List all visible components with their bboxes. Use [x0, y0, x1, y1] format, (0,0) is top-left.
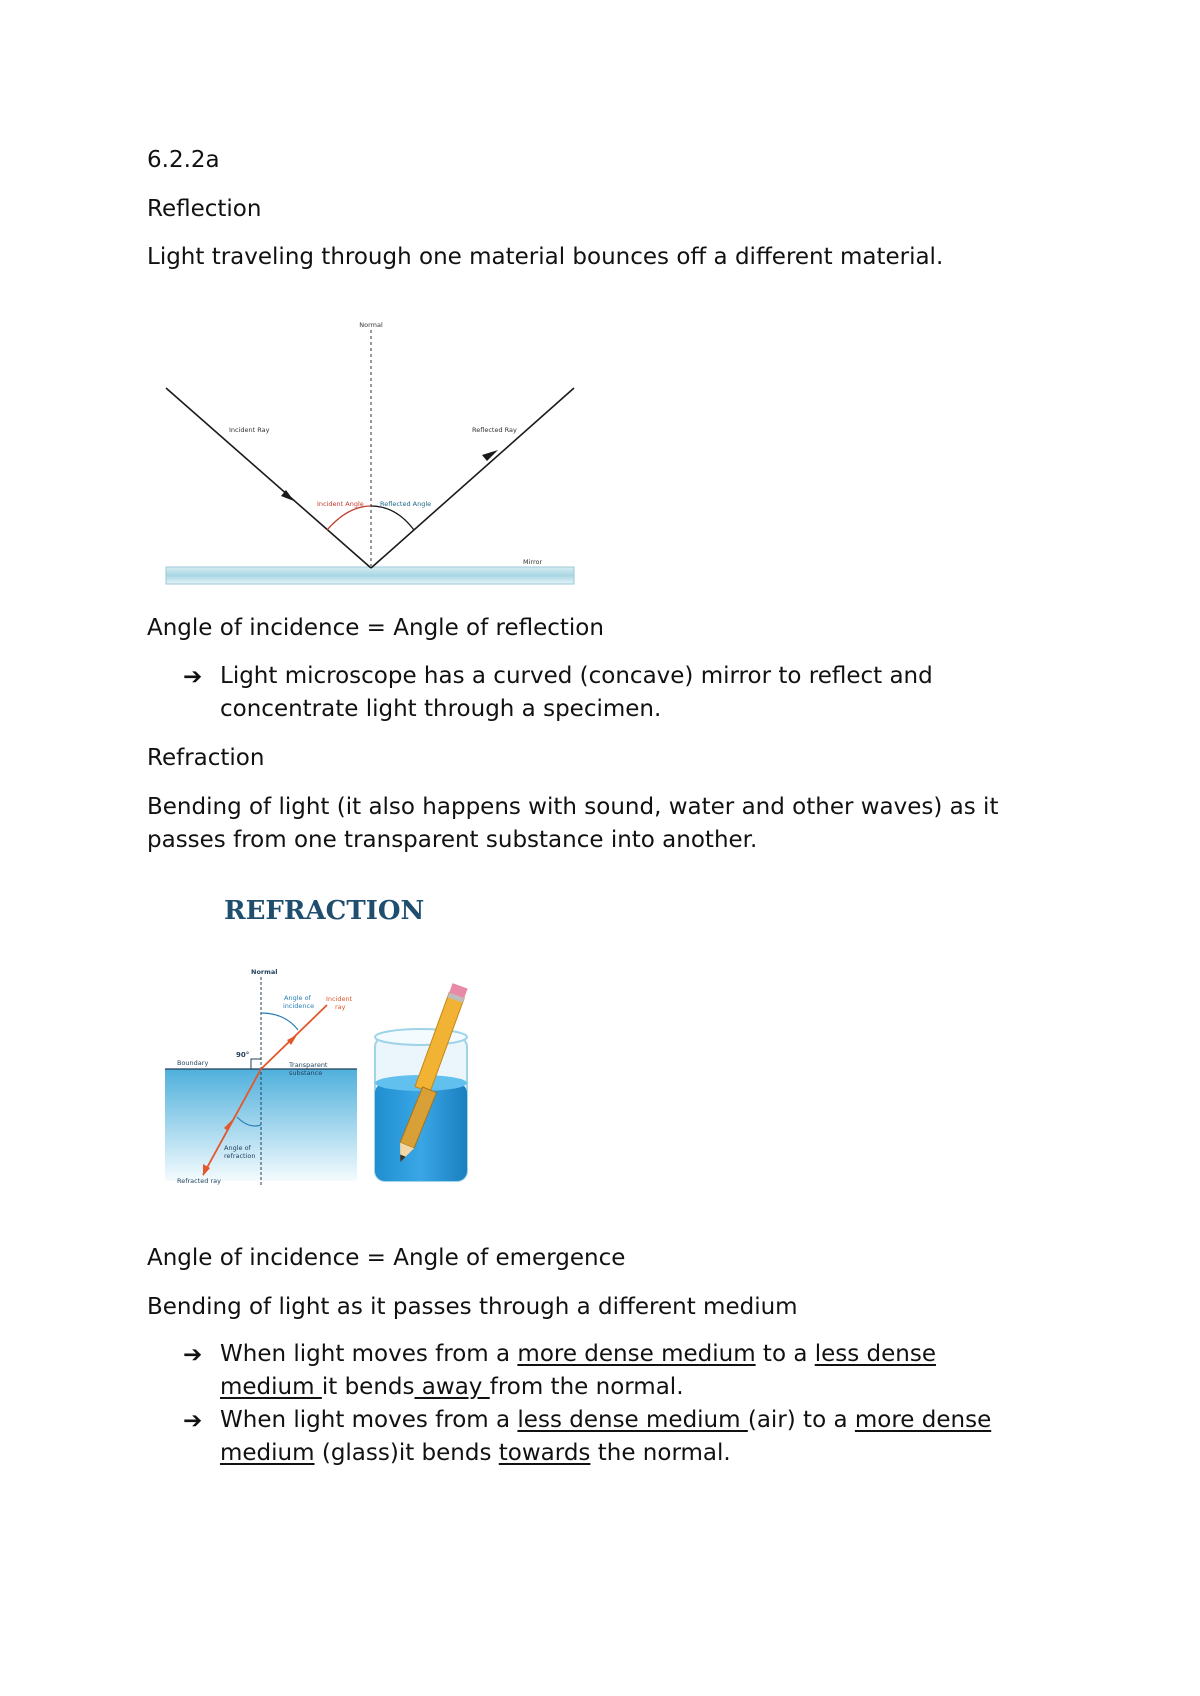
reflected-ray — [371, 388, 574, 568]
reflection-bullet-line-2: concentrate light through a specimen. — [220, 696, 662, 722]
bullet-2-text-a: When light moves from a — [220, 1407, 518, 1433]
incident-ray-label-1: Incident — [326, 995, 353, 1003]
glass-with-pencil-illustration — [375, 983, 468, 1181]
bullet-1-away: away — [414, 1374, 490, 1400]
bullet-arrow-icon: ➔ — [183, 1342, 203, 1368]
boundary-label: Boundary — [177, 1059, 209, 1067]
bullet-2-towards: towards — [498, 1440, 591, 1466]
transparent-substance-label-1: Transparent — [289, 1061, 328, 1069]
reflection-bullet-line-1: Light microscope has a curved (concave) mirror to reflect and — [220, 663, 933, 689]
reflection-definition: Light traveling through one material bounces off a different material. — [147, 244, 944, 270]
incident-ray — [166, 388, 371, 568]
bullet-1-text-c: it bends — [321, 1374, 415, 1400]
refraction-definition-line-2: passes from one transparent substance into another. — [147, 827, 758, 853]
angle-of-incidence-label-2: incidence — [283, 1002, 315, 1010]
refraction-diagram — [155, 885, 495, 1195]
bullet-1-text-d: from the normal. — [489, 1374, 684, 1400]
reflection-bullet — [220, 660, 1080, 726]
reflected-angle-label: Reflected Angle — [380, 500, 432, 508]
mirror-label: Mirror — [523, 558, 543, 566]
incident-ray-label: Incident Ray — [229, 426, 270, 434]
refraction-title: REFRACTION — [224, 896, 425, 926]
angle-of-refraction-label-2: refraction — [224, 1152, 256, 1160]
refraction-heading: Refraction — [147, 745, 265, 771]
incidence-angle-arc — [261, 1013, 298, 1030]
section-number: 6.2.2a — [147, 147, 220, 173]
refraction-definition-line-1: Bending of light (it also happens with sound, water and other waves) as it — [147, 794, 999, 820]
bullet-1-more-dense: more dense medium — [517, 1341, 756, 1367]
bullet-2-medium: medium — [220, 1440, 315, 1466]
refraction-bullet-2 — [220, 1404, 1080, 1470]
right-angle-label: 90° — [236, 1051, 250, 1059]
incident-angle-arc — [327, 506, 371, 530]
bullet-2-text-b: (air) to a — [747, 1407, 855, 1433]
normal-label: Normal — [251, 968, 278, 976]
bullet-1-medium: medium — [220, 1374, 322, 1400]
incident-angle-label: Incident Angle — [317, 500, 364, 508]
reflected-ray-label: Reflected Ray — [472, 426, 517, 434]
angle-of-incidence-label-1: Angle of — [284, 994, 311, 1002]
reflection-law: Angle of incidence = Angle of reflection — [147, 615, 604, 641]
bullet-2-text-c: (glass)it bends — [314, 1440, 499, 1466]
reflected-arrow-icon — [482, 450, 498, 461]
angle-of-refraction-label-1: Angle of — [224, 1144, 251, 1152]
refracted-ray-label: Refracted ray — [177, 1177, 221, 1185]
bullet-1-text-a: When light moves from a — [220, 1341, 518, 1367]
reflected-angle-arc — [371, 506, 414, 530]
refraction-summary: Bending of light as it passes through a different medium — [147, 1294, 798, 1320]
transparent-substance-label-2: substance — [289, 1069, 323, 1077]
bullet-2-text-d: the normal. — [590, 1440, 731, 1466]
mirror-surface — [166, 567, 574, 584]
incident-ray-label-2: ray — [335, 1003, 346, 1011]
refraction-law: Angle of incidence = Angle of emergence — [147, 1245, 626, 1271]
reflection-heading: Reflection — [147, 196, 262, 222]
right-angle-mark — [251, 1059, 261, 1069]
bullet-2-less-dense: less dense medium — [517, 1407, 748, 1433]
bullet-arrow-icon: ➔ — [183, 664, 203, 690]
bullet-2-more-dense: more dense — [854, 1407, 992, 1433]
reflection-diagram — [160, 318, 580, 590]
normal-label: Normal — [359, 321, 383, 329]
bullet-arrow-icon: ➔ — [183, 1408, 203, 1434]
bullet-1-less-dense: less dense — [814, 1341, 937, 1367]
bullet-1-text-b: to a — [755, 1341, 815, 1367]
refraction-bullet-1 — [220, 1338, 1080, 1404]
